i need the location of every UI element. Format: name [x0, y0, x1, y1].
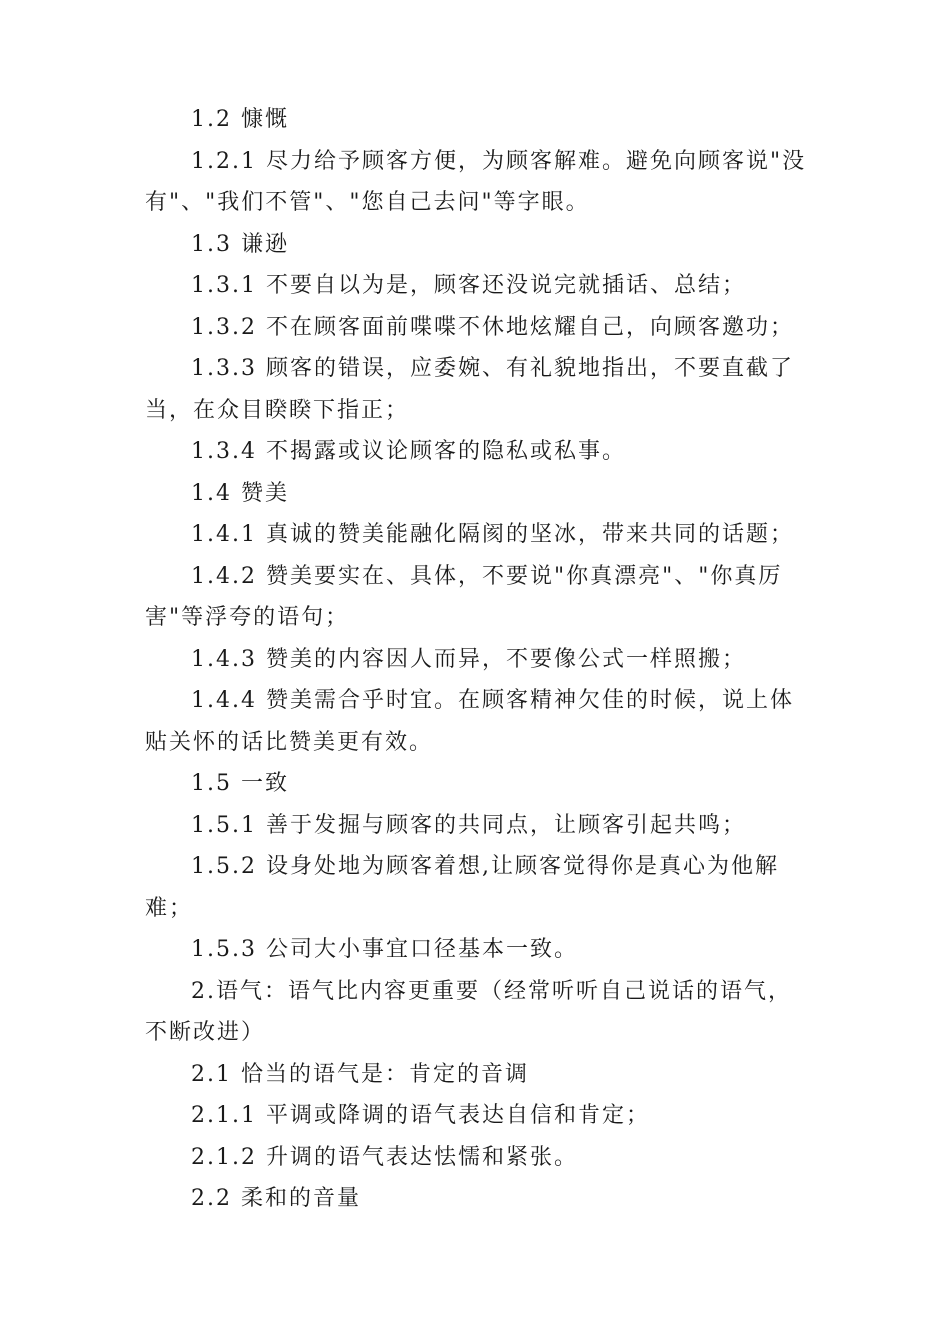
paragraph-1-3-2: 1.3.2 不在顾客面前喋喋不休地炫耀自己，向顾客邀功；	[191, 314, 794, 340]
heading-2-2: 2.2 柔和的音量	[191, 1186, 361, 1211]
heading-2-1: 2.1 恰当的语气是：肯定的音调	[191, 1061, 529, 1087]
heading-1-2: 1.2 慷慨	[191, 107, 289, 132]
heading-1-4: 1.4 赞美	[191, 480, 289, 506]
paragraph-2-1-1: 2.1.1 平调或降调的语气表达自信和肯定；	[191, 1103, 650, 1128]
paragraph-1-5-1: 1.5.1 善于发掘与顾客的共同点，让顾客引起共鸣；	[191, 812, 746, 838]
document-body	[145, 99, 815, 1220]
paragraph-1-5-3: 1.5.3 公司大小事宜口径基本一致。	[191, 937, 578, 962]
paragraph-1-3-1: 1.3.1 不要自以为是，顾客还没说完就插话、总结；	[191, 273, 746, 298]
paragraph-1-4-2: 1.4.2 赞美要实在、具体，不要说"你真漂亮"、"你真厉害"等浮夸的语句；	[145, 563, 783, 630]
paragraph-1-2-1: 1.2.1 尽力给予顾客方便，为顾客解难。避免向顾客说"没有"、"我们不管"、"您自己去问"等字眼。	[145, 148, 807, 215]
paragraph-2-1-2: 2.1.2 升调的语气表达怯懦和紧张。	[191, 1144, 578, 1170]
paragraph-1-4-3: 1.4.3 赞美的内容因人而异，不要像公式一样照搬；	[191, 646, 746, 672]
paragraph-1-3-4: 1.3.4 不揭露或议论顾客的隐私或私事。	[191, 439, 626, 464]
paragraph-1-5-2: 1.5.2 设身处地为顾客着想,让顾客觉得你是真心为他解难；	[145, 854, 779, 921]
heading-1-5: 1.5 一致	[191, 771, 289, 796]
heading-2: 2.语气：语气比内容更重要（经常听听自己说话的语气，不断改进）	[145, 978, 792, 1045]
paragraph-1-4-4: 1.4.4 赞美需合乎时宜。在顾客精神欠佳的时候，说上体贴关怀的话比赞美更有效。	[145, 688, 794, 755]
paragraph-1-3-3: 1.3.3 顾客的错误，应委婉、有礼貌地指出，不要直截了当，在众目睽睽下指正；	[145, 356, 794, 423]
paragraph-1-4-1: 1.4.1 真诚的赞美能融化隔阂的坚冰，带来共同的话题；	[191, 522, 794, 547]
heading-1-3: 1.3 谦逊	[191, 231, 289, 257]
